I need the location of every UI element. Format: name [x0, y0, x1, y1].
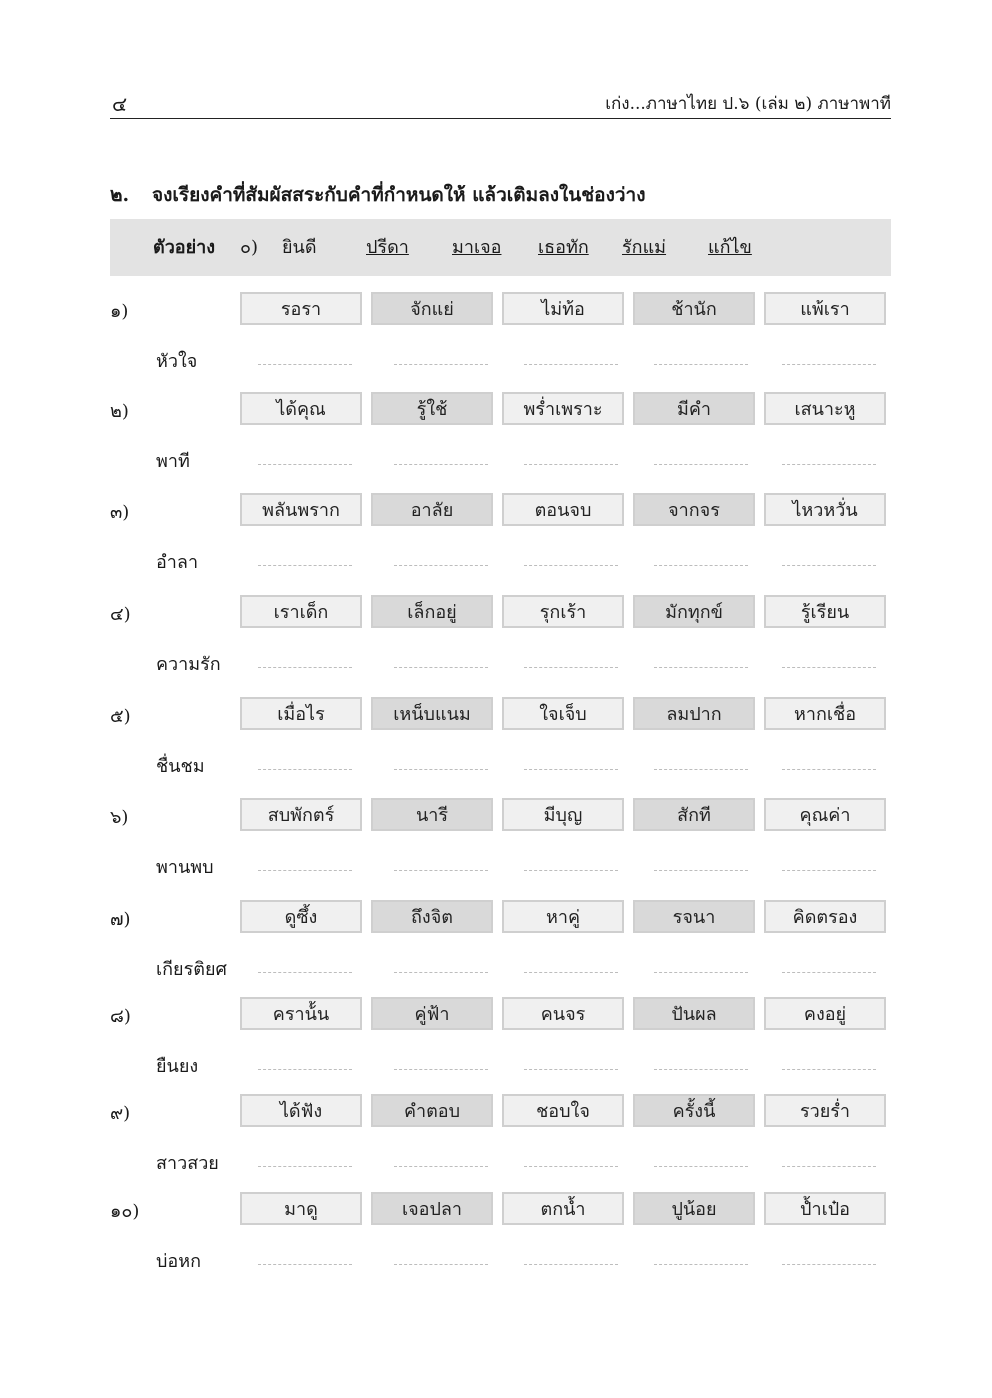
answer-blank[interactable] [258, 667, 352, 668]
given-word: สาวสวย [156, 1153, 219, 1174]
word-option-box: สักที [633, 798, 755, 831]
answer-blank[interactable] [654, 1264, 748, 1265]
answer-blank[interactable] [782, 972, 876, 973]
answer-blank[interactable] [258, 972, 352, 973]
word-option-box: มีบุญ [502, 798, 624, 831]
answer-blank[interactable] [394, 464, 488, 465]
answer-blank[interactable] [394, 1069, 488, 1070]
answer-blank[interactable] [524, 1166, 618, 1167]
word-option-box: สบพักตร์ [240, 798, 362, 831]
word-option-box: เล็กอยู่ [371, 595, 493, 628]
answer-blank[interactable] [258, 464, 352, 465]
answer-blank[interactable] [782, 667, 876, 668]
given-word: ความรัก [156, 654, 221, 675]
word-option-box: รู้ใช้ [371, 392, 493, 425]
item-number: ๙) [110, 1103, 131, 1124]
answer-blank[interactable] [782, 1264, 876, 1265]
answer-blank[interactable] [394, 870, 488, 871]
answer-blank[interactable] [394, 1264, 488, 1265]
answer-blank[interactable] [654, 870, 748, 871]
word-option-box: ดูซึ้ง [240, 900, 362, 933]
answer-blank[interactable] [654, 464, 748, 465]
word-option-box: ใจเจ็บ [502, 697, 624, 730]
word-option-box: แพ้เรา [764, 292, 886, 325]
answer-blank[interactable] [394, 1166, 488, 1167]
word-option-box: รุกเร้า [502, 595, 624, 628]
word-option-box: ไหวหวั่น [764, 493, 886, 526]
word-option-box: อาลัย [371, 493, 493, 526]
answer-blank[interactable] [258, 364, 352, 365]
answer-blank[interactable] [258, 870, 352, 871]
word-option-box: มีคำ [633, 392, 755, 425]
word-option-box: ได้ฟัง [240, 1094, 362, 1127]
word-option-box: คราน้้น [240, 997, 362, 1030]
example-option: รักแม่ [622, 237, 667, 258]
word-option-box: รวยร่ำ [764, 1094, 886, 1127]
running-title: เก่ง...ภาษาไทย ป.๖ (เล่ม ๒) ภาษาพาที [605, 94, 891, 114]
word-option-box: ช้านัก [633, 292, 755, 325]
word-option-box: คุณค่า [764, 798, 886, 831]
word-option-box: หากเชื่อ [764, 697, 886, 730]
answer-blank[interactable] [394, 667, 488, 668]
example-number: ๐) [240, 237, 259, 258]
answer-blank[interactable] [524, 972, 618, 973]
word-option-box: ปูน้อย [633, 1192, 755, 1225]
question-instruction: จงเรียงคำที่สัมผัสสระกับคำที่กำหนดให้ แล้วเติมลงในช่องว่าง [152, 184, 646, 206]
word-option-box: คนจร [502, 997, 624, 1030]
answer-blank[interactable] [782, 769, 876, 770]
word-option-box: เหน็บแนม [371, 697, 493, 730]
answer-blank[interactable] [394, 565, 488, 566]
item-number: ๑๐) [110, 1201, 140, 1222]
answer-blank[interactable] [394, 364, 488, 365]
item-number: ๘) [110, 1006, 131, 1027]
word-option-box: ตกน้ำ [502, 1192, 624, 1225]
answer-blank[interactable] [782, 1069, 876, 1070]
word-option-box: รู้เรียน [764, 595, 886, 628]
word-option-box: มาดู [240, 1192, 362, 1225]
example-option: เธอทัก [538, 237, 589, 258]
given-word: บ่อหก [156, 1251, 201, 1272]
answer-blank[interactable] [654, 1069, 748, 1070]
answer-blank[interactable] [524, 565, 618, 566]
word-option-box: ตอนจบ [502, 493, 624, 526]
answer-blank[interactable] [524, 364, 618, 365]
answer-blank[interactable] [524, 1264, 618, 1265]
word-option-box: ไม่ท้อ [502, 292, 624, 325]
example-option: แก้ไข [708, 237, 752, 258]
given-word: ยืนยง [156, 1056, 199, 1077]
item-number: ๕) [110, 706, 131, 727]
item-number: ๒) [110, 401, 129, 422]
word-option-box: มักทุกข์ [633, 595, 755, 628]
answer-blank[interactable] [524, 769, 618, 770]
page-number: ๔ [112, 92, 128, 116]
word-option-box: รจนา [633, 900, 755, 933]
question-number: ๒. [110, 184, 130, 206]
example-option: ปรีดา [366, 237, 409, 258]
answer-blank[interactable] [654, 364, 748, 365]
example-word: ยินดี [282, 237, 317, 258]
answer-blank[interactable] [524, 870, 618, 871]
answer-blank[interactable] [258, 565, 352, 566]
word-option-box: นารี [371, 798, 493, 831]
answer-blank[interactable] [394, 769, 488, 770]
word-option-box: จักแย่ [371, 292, 493, 325]
page-header [110, 86, 891, 119]
word-option-box: หาคู่ [502, 900, 624, 933]
given-word: พาที [156, 451, 190, 472]
word-option-box: คำตอบ [371, 1094, 493, 1127]
answer-blank[interactable] [782, 870, 876, 871]
item-number: ๔) [110, 604, 131, 625]
answer-blank[interactable] [654, 1166, 748, 1167]
answer-blank[interactable] [258, 769, 352, 770]
answer-blank[interactable] [782, 364, 876, 365]
answer-blank[interactable] [782, 1166, 876, 1167]
answer-blank[interactable] [524, 464, 618, 465]
given-word: อำลา [156, 552, 199, 573]
question-title [110, 180, 646, 210]
word-option-box: ครั้งนี้ [633, 1094, 755, 1127]
word-option-box: เสนาะหู [764, 392, 886, 425]
item-number: ๖) [110, 807, 129, 828]
word-option-box: ปันผล [633, 997, 755, 1030]
answer-blank[interactable] [258, 1264, 352, 1265]
word-option-box: จากจร [633, 493, 755, 526]
word-option-box: ถึงจิต [371, 900, 493, 933]
word-option-box: พร่ำเพราะ [502, 392, 624, 425]
word-option-box: คิดตรอง [764, 900, 886, 933]
answer-blank[interactable] [524, 667, 618, 668]
word-option-box: เจอปลา [371, 1192, 493, 1225]
word-option-box: เมื่อไร [240, 697, 362, 730]
answer-blank[interactable] [654, 769, 748, 770]
word-option-box: คู่ฟ้า [371, 997, 493, 1030]
answer-blank[interactable] [258, 1166, 352, 1167]
word-option-box: ลมปาก [633, 697, 755, 730]
answer-blank[interactable] [258, 1069, 352, 1070]
answer-blank[interactable] [654, 667, 748, 668]
word-option-box: เราเด็ก [240, 595, 362, 628]
word-option-box: ได้คุณ [240, 392, 362, 425]
answer-blank[interactable] [782, 565, 876, 566]
answer-blank[interactable] [394, 972, 488, 973]
example-label: ตัวอย่าง [153, 237, 216, 258]
example-option: มาเจอ [452, 237, 502, 258]
word-option-box: รอรา [240, 292, 362, 325]
word-option-box: คงอยู่ [764, 997, 886, 1030]
example-box [110, 219, 891, 276]
answer-blank[interactable] [654, 565, 748, 566]
item-number: ๓) [110, 502, 130, 523]
answer-blank[interactable] [654, 972, 748, 973]
answer-blank[interactable] [782, 464, 876, 465]
given-word: หัวใจ [156, 351, 198, 372]
given-word: ชื่นชม [156, 756, 205, 777]
item-number: ๑) [110, 301, 129, 322]
word-option-box: พลันพราก [240, 493, 362, 526]
given-word: พานพบ [156, 857, 214, 878]
given-word: เกียรติยศ [156, 959, 227, 980]
word-option-box: ป้ำเป๋อ [764, 1192, 886, 1225]
word-option-box: ชอบใจ [502, 1094, 624, 1127]
item-number: ๗) [110, 909, 131, 930]
answer-blank[interactable] [524, 1069, 618, 1070]
